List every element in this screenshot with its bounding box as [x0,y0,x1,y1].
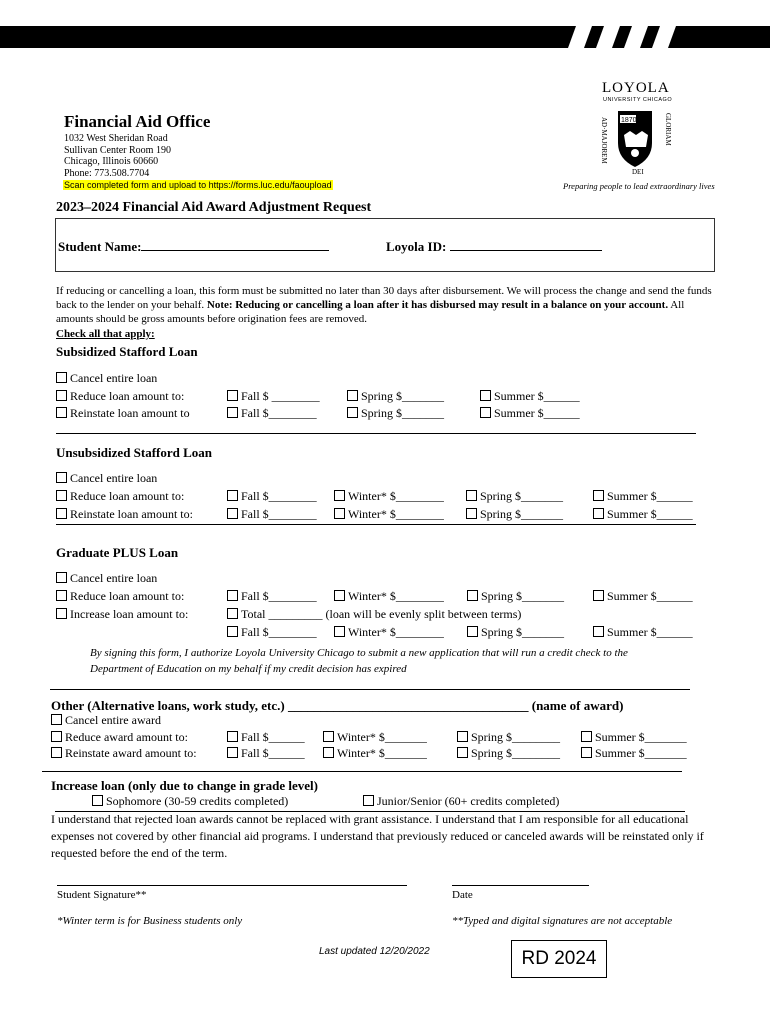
grad-plus-cancel-option[interactable] [56,571,157,586]
student-name-text: Student Name: [58,239,142,254]
last-updated: Last updated 12/20/2022 [319,946,430,957]
other-cancel-option[interactable] [51,713,161,728]
option-label: Sophomore (30-59 credits completed) [106,794,289,808]
junior-senior-option[interactable] [363,794,559,809]
option-label: Cancel entire loan [70,571,158,585]
term-label: Fall $________ [241,507,317,521]
increase-title: Increase loan (only due to change in grade level) [51,778,318,793]
checkbox-icon[interactable] [92,795,103,806]
grad-plus-reduce-spring[interactable] [467,589,564,604]
section-divider [56,524,696,525]
section-divider [50,689,690,690]
signature-line[interactable] [57,885,407,886]
term-label: Winter* $________ [348,489,444,503]
term-label: Summer $______ [607,625,693,639]
option-label: Reinstate loan amount to [70,406,190,420]
typed-signature-note: **Typed and digital signatures are not acceptable [452,915,673,927]
checkbox-icon[interactable] [593,626,604,637]
checkbox-icon[interactable] [334,508,345,519]
form-code-box: RD 2024 [511,940,607,978]
option-label: Cancel entire loan [70,371,158,385]
loyola-id-field[interactable] [450,250,602,251]
term-label: Spring $_______ [481,625,565,639]
checkbox-icon[interactable] [466,508,477,519]
term-label: Summer $______ [607,489,693,503]
other-reinstate-winter[interactable] [323,746,427,761]
subsidized-reduce-option[interactable] [56,389,184,404]
subsidized-reinstate-option[interactable] [56,406,190,421]
checkbox-icon[interactable] [51,747,62,758]
checkbox-icon[interactable] [227,490,238,501]
checkbox-icon[interactable] [51,714,62,725]
checkbox-icon[interactable] [227,508,238,519]
checkbox-icon[interactable] [593,590,604,601]
term-label: Winter* $________ [348,507,444,521]
checkbox-icon[interactable] [56,490,67,501]
intro-note: Note: Reducing or cancelling a loan after it has disbursed may result in a balance on your account. [206,299,669,311]
grad-plus-increase-winter[interactable] [334,625,444,640]
option-label: Reduce loan amount to: [70,489,185,503]
section-divider [42,771,682,772]
checkbox-icon[interactable] [56,407,67,418]
grad-plus-reduce-summer[interactable] [593,589,693,604]
checkbox-icon[interactable] [363,795,374,806]
term-label: Winter* $________ [348,589,444,603]
checkbox-icon[interactable] [323,731,334,742]
checkbox-icon[interactable] [227,731,238,742]
term-label: Total _________ (loan will be evenly split between terms) [241,607,522,621]
student-name-field[interactable] [141,250,329,251]
unsubsidized-reduce-summer[interactable] [593,489,693,504]
logo-subtitle: UNIVERSITY CHICAGO [603,97,673,103]
term-label: Spring $________ [471,746,561,760]
checkbox-icon[interactable] [227,390,238,401]
other-reinstate-summer[interactable] [581,746,687,761]
checkbox-icon[interactable] [334,590,345,601]
term-label: Winter* $_______ [337,730,427,744]
checkbox-icon[interactable] [56,608,67,619]
office-title: Financial Aid Office [64,112,211,131]
checkbox-icon[interactable] [323,747,334,758]
checkbox-icon[interactable] [51,731,62,742]
grad-plus-increase-option[interactable] [56,607,188,622]
address-line: Chicago, Illinois 60660 [64,156,159,167]
subsidized-title: Subsidized Stafford Loan [56,344,198,359]
other-reduce-spring[interactable] [457,730,560,745]
term-label: Fall $________ [241,589,317,603]
other-reduce-summer[interactable] [581,730,687,745]
authorization-line-2: Department of Education on my behalf if my credit decision has expired [90,663,407,675]
unsubsidized-reinstate-spring[interactable] [466,507,563,522]
term-label: Summer $______ [607,589,693,603]
term-label: Fall $______ [241,746,305,760]
address-block [64,133,171,179]
checkbox-icon[interactable] [581,731,592,742]
grad-plus-reduce-option[interactable] [56,589,184,604]
other-reduce-winter[interactable] [323,730,427,745]
subsidized-reduce-fall[interactable] [227,389,320,404]
seal-motto-bottom: DEI [632,168,644,175]
section-divider [56,433,696,434]
logo-tagline: Preparing people to lead extraordinary lives [563,181,715,191]
term-label: Spring $_______ [361,389,445,403]
checkbox-icon[interactable] [467,626,478,637]
term-label: Fall $______ [241,730,305,744]
grad-plus-title: Graduate PLUS Loan [56,545,179,560]
other-reinstate-spring[interactable] [457,746,560,761]
checkbox-icon[interactable] [581,747,592,758]
option-label: Reduce loan amount to: [70,589,185,603]
checkbox-icon[interactable] [480,407,491,418]
option-label: Reduce loan amount to: [70,389,185,403]
loyola-seal-icon [596,103,674,175]
unsubsidized-reinstate-option[interactable] [56,507,193,522]
unsubsidized-reduce-winter[interactable] [334,489,444,504]
checkbox-icon[interactable] [56,372,67,383]
term-label: Spring $_______ [481,589,565,603]
authorization-line-1: By signing this form, I authorize Loyola University Chicago to submit a new application that will run a credit check to the [90,647,628,659]
unsubsidized-reinstate-winter[interactable] [334,507,444,522]
intro-paragraph [56,284,716,326]
subsidized-cancel-option[interactable] [56,371,157,386]
checkbox-icon[interactable] [56,590,67,601]
term-label: Spring $_______ [480,489,564,503]
checkbox-icon[interactable] [227,747,238,758]
other-title: Other (Alternative loans, work study, etc.) _____________________________________ (name of award) [51,698,624,713]
grad-plus-reduce-fall[interactable] [227,589,317,604]
option-label: Increase loan amount to: [70,607,189,621]
checkbox-icon[interactable] [457,731,468,742]
unsubsidized-reduce-spring[interactable] [466,489,563,504]
checkbox-icon[interactable] [56,508,67,519]
option-label: Cancel entire award [65,713,161,727]
option-label: Reinstate award amount to: [65,746,197,760]
option-label: Reduce award amount to: [65,730,188,744]
term-label: Winter* $_______ [337,746,427,760]
option-label: Junior/Senior (60+ credits completed) [377,794,560,808]
understanding-statement: I understand that rejected loan awards cannot be replaced with grant assistance. I understand that I am responsible for all educational expenses not covered by other financial aid programs. I understand that previously reduced or canceled awards will be reinstated only if requested before the end of the term. [51,812,704,860]
checkbox-icon[interactable] [56,472,67,483]
checkbox-icon[interactable] [334,626,345,637]
term-label: Winter* $________ [348,625,444,639]
loyola-id-text: Loyola ID: [386,239,447,254]
term-label: Summer $_______ [595,730,687,744]
term-label: Fall $________ [241,625,317,639]
other-reduce-option[interactable] [51,730,188,745]
date-label: Date [452,889,473,901]
other-reinstate-fall[interactable] [227,746,305,761]
grad-plus-increase-spring[interactable] [467,625,564,640]
unsubsidized-cancel-option[interactable] [56,471,157,486]
logo-name: LOYOLA [602,80,670,96]
scan-upload-note: Scan completed form and upload to https://forms.luc.edu/faoupload [64,180,332,190]
checkbox-icon[interactable] [334,490,345,501]
sophomore-option[interactable] [92,794,288,809]
checkbox-icon[interactable] [56,390,67,401]
checkbox-icon[interactable] [227,407,238,418]
subsidized-reduce-summer[interactable] [480,389,580,404]
term-label: Fall $ ________ [241,389,320,403]
subsidized-reinstate-summer[interactable] [480,406,580,421]
intro-text: If reducing or cancelling a loan, this form must be submitted no later than 30 days after disbursement. We will process the change and send the funds back to the lender on your behalf. [56,285,712,311]
checkbox-icon[interactable] [227,626,238,637]
checkbox-icon[interactable] [227,590,238,601]
subsidized-reinstate-spring[interactable] [347,406,444,421]
checkbox-icon[interactable] [457,747,468,758]
checkbox-icon[interactable] [593,508,604,519]
term-label: Summer $_______ [595,746,687,760]
subsidized-reinstate-fall[interactable] [227,406,317,421]
subsidized-reduce-spring[interactable] [347,389,444,404]
unsubsidized-reinstate-fall[interactable] [227,507,317,522]
intro-text-2: All amounts should be gross amounts before origination fees are removed. [56,299,685,325]
student-name-label [58,239,329,255]
other-reduce-fall[interactable] [227,730,305,745]
term-label: Fall $________ [241,489,317,503]
grad-plus-increase-fall[interactable] [227,625,317,640]
checkbox-icon[interactable] [593,490,604,501]
unsubsidized-title: Unsubsidized Stafford Loan [56,445,213,460]
winter-term-note: *Winter term is for Business students only [57,915,243,927]
checkbox-icon[interactable] [347,390,358,401]
other-reinstate-option[interactable] [51,746,197,761]
seal-motto-left: AD·MAJOREM [600,117,608,164]
checkbox-icon[interactable] [347,407,358,418]
seal-motto-right: GLORIAM [664,113,672,146]
option-label: Cancel entire loan [70,471,158,485]
checkbox-icon[interactable] [467,590,478,601]
term-label: Summer $______ [607,507,693,521]
student-signature-label: Student Signature** [57,889,147,901]
term-label: Summer $______ [494,389,580,403]
term-label: Spring $________ [471,730,561,744]
term-label: Spring $_______ [480,507,564,521]
address-line: Phone: 773.508.7704 [64,167,150,179]
grad-plus-total[interactable] [227,607,521,622]
term-label: Fall $________ [241,406,317,420]
grad-plus-increase-summer[interactable] [593,625,693,640]
unsubsidized-reduce-option[interactable] [56,489,184,504]
checkbox-icon[interactable] [56,572,67,583]
option-label: Reinstate loan amount to: [70,507,193,521]
unsubsidized-reinstate-summer[interactable] [593,507,693,522]
checkbox-icon[interactable] [466,490,477,501]
term-label: Summer $______ [494,406,580,420]
checkbox-icon[interactable] [480,390,491,401]
address-line: 1032 West Sheridan Road [64,133,168,144]
grad-plus-reduce-winter[interactable] [334,589,444,604]
form-title: 2023–2024 Financial Aid Award Adjustment Request [56,200,372,215]
check-all-label: Check all that apply: [56,328,155,340]
loyola-id-label [386,239,602,255]
date-line[interactable] [452,885,589,886]
term-label: Spring $_______ [361,406,445,420]
unsubsidized-reduce-fall[interactable] [227,489,317,504]
seal-year: 1870 [621,117,637,124]
checkbox-icon[interactable] [227,608,238,619]
address-line: Sullivan Center Room 190 [64,144,171,156]
